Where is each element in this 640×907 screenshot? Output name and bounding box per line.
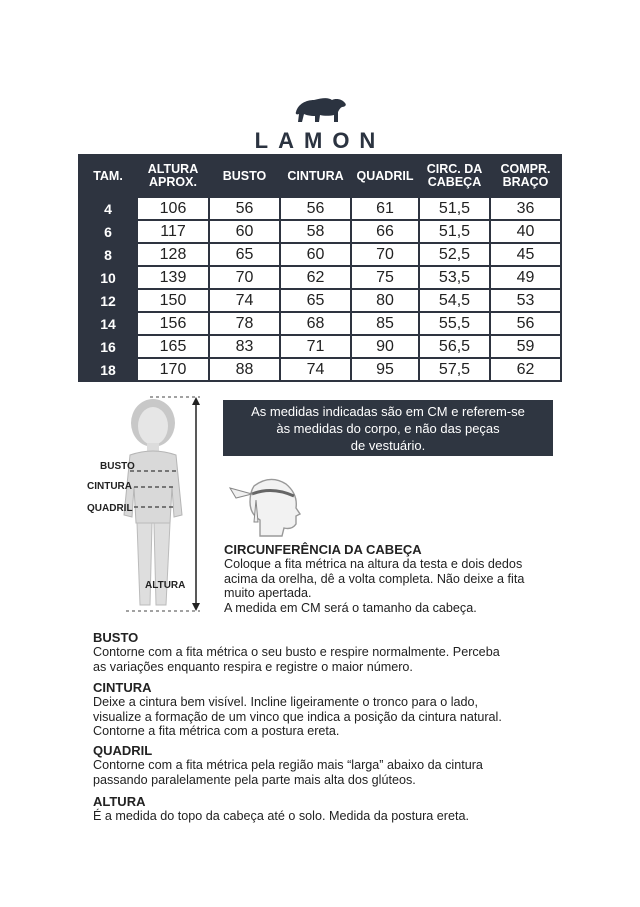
table-cell: 66 [352, 221, 418, 242]
size-table [78, 154, 562, 382]
section-title: CINTURA [93, 680, 152, 695]
header-hip: QUADRIL [352, 156, 418, 196]
head-section-title: CIRCUNFERÊNCIA DA CABEÇA [224, 542, 422, 557]
header-waist: CINTURA [281, 156, 350, 196]
section-text: passando paralelamente pela parte mais alta dos glúteos. [93, 772, 416, 787]
table-cell: 56,5 [420, 336, 489, 357]
table-cell: 52,5 [420, 244, 489, 265]
table-cell: 170 [138, 359, 208, 380]
table-cell: 62 [491, 359, 560, 380]
table-cell: 156 [138, 313, 208, 334]
label-cintura: CINTURA [87, 481, 132, 492]
table-cell: 70 [352, 244, 418, 265]
label-altura: ALTURA [145, 580, 186, 591]
head-text-line: Coloque a fita métrica na altura da testa e dois dedos [224, 557, 523, 571]
table-cell: 128 [138, 244, 208, 265]
measurement-note [223, 400, 553, 456]
section-text: É a medida do topo da cabeça até o solo. Medida da postura ereta. [93, 809, 469, 823]
bear-icon [292, 92, 348, 126]
note-line: As medidas indicadas são em CM e referem-se [251, 404, 525, 419]
header-height-label: ALTURA APROX. [147, 162, 199, 189]
table-cell: 65 [281, 290, 350, 311]
brand-logo [0, 92, 640, 126]
section-title: ALTURA [93, 794, 146, 809]
head-measure-figure [226, 472, 306, 543]
table-cell: 60 [281, 244, 350, 265]
table-row [80, 267, 560, 288]
size-cell: 16 [80, 336, 136, 357]
table-cell: 55,5 [420, 313, 489, 334]
section-text: Contorne com a fita métrica pela região mais “larga” abaixo da cintura [93, 758, 483, 772]
table-cell: 60 [210, 221, 279, 242]
table-row [80, 313, 560, 334]
table-cell: 95 [352, 359, 418, 380]
size-cell: 6 [80, 221, 136, 242]
table-cell: 45 [491, 244, 560, 265]
table-cell: 53,5 [420, 267, 489, 288]
size-cell: 12 [80, 290, 136, 311]
table-cell: 62 [281, 267, 350, 288]
table-row [80, 359, 560, 380]
section-cintura [93, 680, 563, 739]
note-line: às medidas do corpo, e não das peças [276, 421, 500, 436]
header-arm: COMPR. BRAÇO [491, 156, 560, 196]
section-quadril [93, 743, 563, 787]
table-cell: 71 [281, 336, 350, 357]
table-cell: 65 [210, 244, 279, 265]
table-cell: 40 [491, 221, 560, 242]
size-cell: 8 [80, 244, 136, 265]
table-cell: 59 [491, 336, 560, 357]
section-title: BUSTO [93, 630, 139, 645]
size-cell: 18 [80, 359, 136, 380]
table-cell: 74 [210, 290, 279, 311]
table-cell: 54,5 [420, 290, 489, 311]
table-row [80, 198, 560, 219]
table-cell: 57,5 [420, 359, 489, 380]
table-cell: 51,5 [420, 221, 489, 242]
table-cell: 68 [281, 313, 350, 334]
table-cell: 106 [138, 198, 208, 219]
table-cell: 61 [352, 198, 418, 219]
table-header-row [80, 156, 560, 196]
header-bust: BUSTO [210, 156, 279, 196]
header-height [138, 156, 208, 196]
table-cell: 139 [138, 267, 208, 288]
brand-name: LAMON [254, 128, 386, 153]
head-text-line: A medida em CM será o tamanho da cabeça. [224, 600, 477, 615]
table-row [80, 336, 560, 357]
header-size: TAM. [80, 156, 136, 196]
section-title: QUADRIL [93, 743, 153, 758]
head-text-line: acima da orelha, dê a volta completa. Não deixe a fita [224, 571, 525, 586]
table-cell: 117 [138, 221, 208, 242]
head-text-line: muito apertada. [224, 586, 312, 600]
table-cell: 51,5 [420, 198, 489, 219]
table-cell: 49 [491, 267, 560, 288]
size-cell: 10 [80, 267, 136, 288]
table-cell: 90 [352, 336, 418, 357]
size-cell: 4 [80, 198, 136, 219]
head-section-text [224, 557, 564, 615]
table-cell: 85 [352, 313, 418, 334]
table-cell: 70 [210, 267, 279, 288]
table-cell: 150 [138, 290, 208, 311]
table-cell: 53 [491, 290, 560, 311]
section-text: visualize a formação de um vinco que indica a posição da cintura natural. [93, 709, 502, 724]
section-text: Contorne a fita métrica com a postura ereta. [93, 724, 340, 738]
table-cell: 78 [210, 313, 279, 334]
size-cell: 14 [80, 313, 136, 334]
table-row [80, 221, 560, 242]
section-text: Contorne com a fita métrica o seu busto e respire normalmente. Perceba [93, 645, 500, 659]
table-cell: 36 [491, 198, 560, 219]
label-busto: BUSTO [100, 461, 135, 472]
table-cell: 56 [491, 313, 560, 334]
table-cell: 83 [210, 336, 279, 357]
note-line: de vestuário. [350, 438, 426, 453]
section-busto [93, 630, 563, 674]
table-cell: 80 [352, 290, 418, 311]
section-text: Deixe a cintura bem visível. Incline ligeiramente o tronco para o lado, [93, 695, 479, 709]
table-cell: 56 [281, 198, 350, 219]
section-altura [93, 794, 563, 824]
table-row [80, 244, 560, 265]
table-cell: 165 [138, 336, 208, 357]
table-cell: 74 [281, 359, 350, 380]
head-tape-icon [226, 472, 306, 538]
table-cell: 75 [352, 267, 418, 288]
section-text: as variações enquanto respira e registre o maior número. [93, 659, 413, 674]
table-row [80, 290, 560, 311]
label-quadril: QUADRIL [87, 503, 133, 514]
table-cell: 58 [281, 221, 350, 242]
table-cell: 88 [210, 359, 279, 380]
table-cell: 56 [210, 198, 279, 219]
header-head: CIRC. DA CABEÇA [420, 156, 489, 196]
